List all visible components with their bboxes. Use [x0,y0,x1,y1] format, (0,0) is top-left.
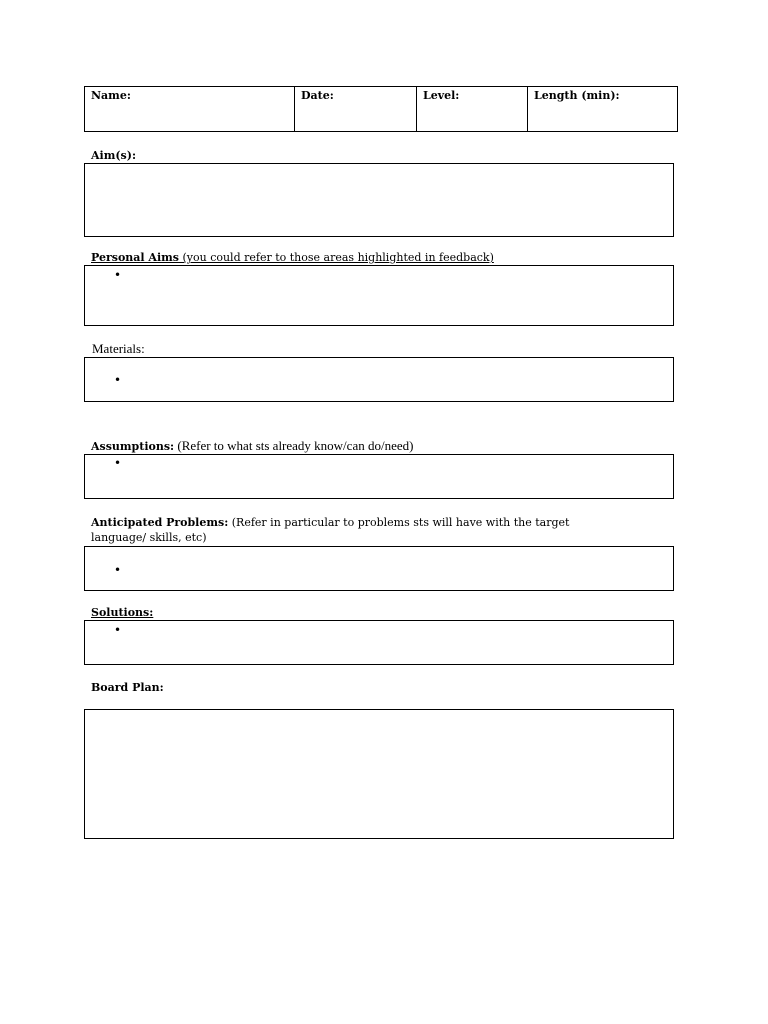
assumptions-label: Assumptions: [91,440,175,453]
level-cell[interactable] [417,87,528,131]
aims-label: Aim(s): [91,149,137,162]
assumptions-box[interactable] [84,454,674,499]
anticipated-problems-label: Anticipated Problems: [91,516,229,529]
materials-bullet: • [114,373,122,387]
solutions-label: Solutions: [91,606,154,619]
assumptions-bullet: • [114,456,122,470]
anticipated-problems-box[interactable] [84,546,674,591]
name-cell[interactable] [85,87,295,131]
personal-aims-note: (you could refer to those areas highlighted in feedback) [178,251,494,264]
date-label: Date: [301,89,334,102]
assumptions-note: (Refer to what sts already know/can do/need) [174,438,414,453]
anticipated-problems-note-line2: language/ skills, etc) [91,531,207,544]
board-plan-label: Board Plan: [91,681,164,694]
solutions-bullet: • [114,623,122,637]
solutions-box[interactable] [84,620,674,665]
anticipated-problems-heading [91,516,569,529]
materials-box[interactable] [84,357,674,402]
aims-box[interactable] [84,163,674,237]
board-plan-box[interactable] [84,709,674,839]
materials-label: Materials: [92,341,145,356]
personal-aims-label: Personal Aims [91,251,179,264]
personal-aims-box[interactable] [84,265,674,326]
date-cell[interactable] [295,87,417,131]
assumptions-heading [91,438,413,454]
name-label: Name: [91,89,131,102]
anticipated-problems-bullet: • [114,563,122,577]
length-cell[interactable] [528,87,677,131]
anticipated-problems-note-line1: (Refer in particular to problems sts will have with the target [228,516,570,529]
lesson-header-table [84,86,678,132]
level-label: Level: [423,89,460,102]
personal-aims-heading [91,251,494,264]
personal-aims-bullet: • [114,268,122,282]
length-label: Length (min): [534,89,620,102]
